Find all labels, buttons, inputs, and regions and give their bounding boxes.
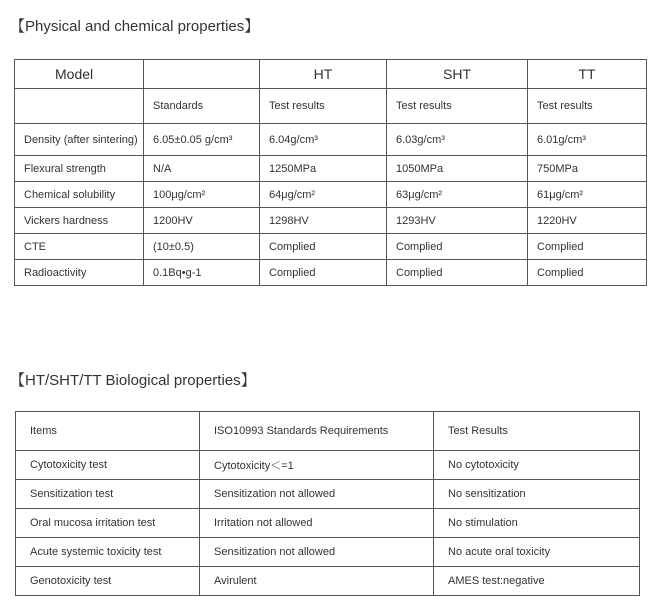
property-name: Flexural strength bbox=[15, 156, 144, 182]
table-row bbox=[15, 156, 647, 182]
test-result: No cytotoxicity bbox=[434, 451, 640, 480]
test-result: No acute oral toxicity bbox=[434, 538, 640, 567]
header-items: Items bbox=[16, 412, 200, 451]
standard-value: (10±0.5) bbox=[144, 234, 260, 260]
property-name: Vickers hardness bbox=[15, 208, 144, 234]
table-row bbox=[15, 208, 647, 234]
requirement: Cytotoxicity＜=1 bbox=[200, 451, 434, 480]
test-item: Genotoxicity test bbox=[16, 567, 200, 596]
subheader-tt: Test results bbox=[528, 89, 647, 124]
test-result: No sensitization bbox=[434, 480, 640, 509]
biological-properties-title: 【HT/SHT/TT Biological properties】 bbox=[10, 372, 256, 389]
requirement: Irritation not allowed bbox=[200, 509, 434, 538]
header-sht: SHT bbox=[387, 60, 528, 89]
table-row bbox=[16, 538, 640, 567]
physical-properties-title: 【Physical and chemical properties】 bbox=[10, 18, 260, 35]
property-name: Radioactivity bbox=[15, 260, 144, 286]
requirement: Avirulent bbox=[200, 567, 434, 596]
table-row bbox=[16, 480, 640, 509]
test-item: Sensitization test bbox=[16, 480, 200, 509]
subheader-cell bbox=[15, 89, 144, 124]
table-header-row bbox=[16, 412, 640, 451]
table-row bbox=[16, 567, 640, 596]
header-blank bbox=[144, 60, 260, 89]
requirement: Sensitization not allowed bbox=[200, 480, 434, 509]
ht-value: Complied bbox=[260, 234, 387, 260]
ht-value: Complied bbox=[260, 260, 387, 286]
table-row bbox=[15, 260, 647, 286]
standard-value: 6.05±0.05 g/cm³ bbox=[144, 124, 260, 156]
header-iso-requirements: ISO10993 Standards Requirements bbox=[200, 412, 434, 451]
standard-value: 0.1Bq•g-1 bbox=[144, 260, 260, 286]
sht-value: Complied bbox=[387, 234, 528, 260]
property-name: Chemical solubility bbox=[15, 182, 144, 208]
sht-value: 1293HV bbox=[387, 208, 528, 234]
sht-value: 6.03g/cm³ bbox=[387, 124, 528, 156]
ht-value: 1250MPa bbox=[260, 156, 387, 182]
header-test-results: Test Results bbox=[434, 412, 640, 451]
sht-value: Complied bbox=[387, 260, 528, 286]
requirement: Sensitization not allowed bbox=[200, 538, 434, 567]
header-ht: HT bbox=[260, 60, 387, 89]
tt-value: 61μg/cm² bbox=[528, 182, 647, 208]
subheader-ht: Test results bbox=[260, 89, 387, 124]
test-result: AMES test:negative bbox=[434, 567, 640, 596]
tt-value: 6.01g/cm³ bbox=[528, 124, 647, 156]
tt-value: Complied bbox=[528, 260, 647, 286]
table-row bbox=[15, 182, 647, 208]
table-row bbox=[15, 234, 647, 260]
test-item: Oral mucosa irritation test bbox=[16, 509, 200, 538]
header-tt: TT bbox=[528, 60, 647, 89]
table-row bbox=[15, 124, 647, 156]
tt-value: 750MPa bbox=[528, 156, 647, 182]
test-item: Acute systemic toxicity test bbox=[16, 538, 200, 567]
header-model: Model bbox=[15, 60, 144, 89]
property-name: CTE bbox=[15, 234, 144, 260]
standard-value: 1200HV bbox=[144, 208, 260, 234]
sht-value: 1050MPa bbox=[387, 156, 528, 182]
subheader-sht: Test results bbox=[387, 89, 528, 124]
tt-value: Complied bbox=[528, 234, 647, 260]
tt-value: 1220HV bbox=[528, 208, 647, 234]
standard-value: 100μg/cm² bbox=[144, 182, 260, 208]
biological-properties-table bbox=[15, 411, 640, 596]
table-row bbox=[16, 509, 640, 538]
test-result: No stimulation bbox=[434, 509, 640, 538]
table-row bbox=[16, 451, 640, 480]
ht-value: 1298HV bbox=[260, 208, 387, 234]
physical-properties-table bbox=[14, 59, 647, 286]
ht-value: 64μg/cm² bbox=[260, 182, 387, 208]
sht-value: 63μg/cm² bbox=[387, 182, 528, 208]
test-item: Cytotoxicity test bbox=[16, 451, 200, 480]
table-subheader-row bbox=[15, 89, 647, 124]
subheader-standards: Standards bbox=[144, 89, 260, 124]
standard-value: N/A bbox=[144, 156, 260, 182]
ht-value: 6.04g/cm³ bbox=[260, 124, 387, 156]
property-name: Density (after sintering) bbox=[15, 124, 144, 156]
table-header-row bbox=[15, 60, 647, 89]
